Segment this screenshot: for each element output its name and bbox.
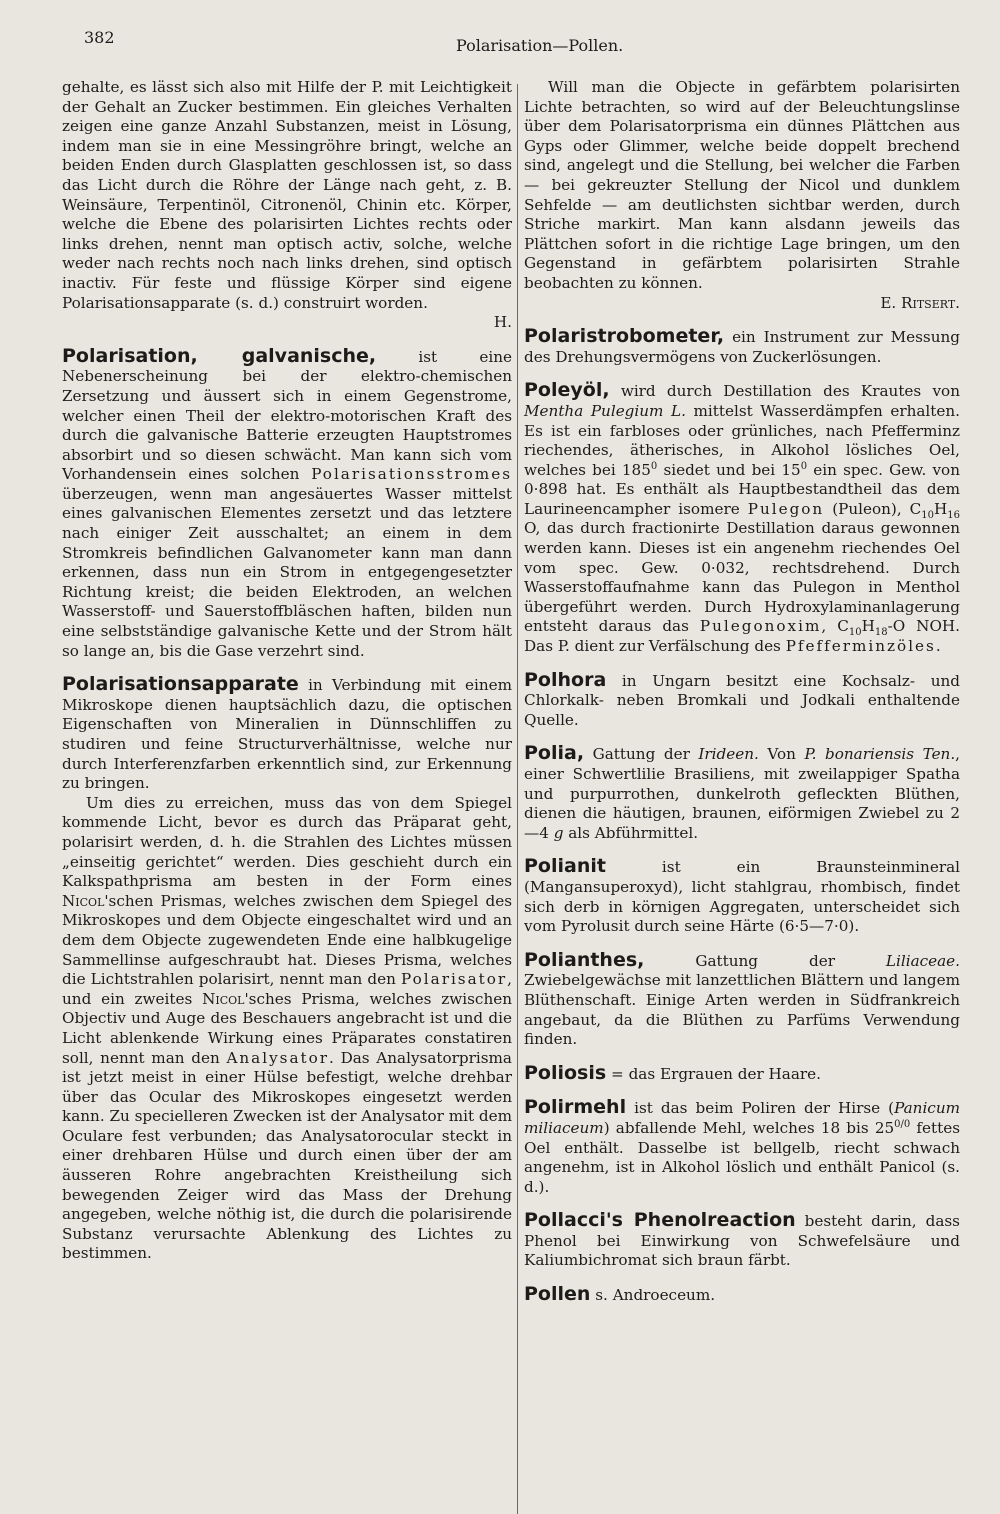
entry-text: ist eine Nebenerscheinung bei der elektro-chemischen Zersetzung und äussert sich in einem Gegenstrome, welcher einen Theil der elektro-motorischen Kraft des durch die galvanische Batterie erzeugten Hauptstromes absorbirt und so diesen schwächt. Man kann sich vom Vorhandensein eines solchen [62, 347, 512, 484]
entry-text: als Abführmittel. [563, 823, 699, 842]
entry-text: , und ein zweites [62, 970, 512, 1008]
right-column [524, 78, 960, 1306]
entry-polianthes [524, 948, 960, 1050]
entry-polia [524, 744, 960, 843]
formula-h: H [934, 499, 948, 518]
entry-headword: Polarisationsapparate [62, 673, 299, 696]
entry-headword: Polirmehl [524, 1096, 627, 1119]
entry-text: Zwiebelgewächse mit lanzettlichen Blättern und langem Blüthenschaft. Einige Arten werden in Südfrankreich angebaut, da die Blüthen zu Parfüms Verwendung finden. [524, 971, 960, 1049]
name-smallcaps: Nicol [62, 891, 105, 910]
entry-headword: Polia, [524, 742, 585, 765]
subscript: 16 [947, 509, 960, 521]
entry-headword: Poleyöl, [524, 379, 610, 402]
emphasis-text: Pulegon [747, 499, 825, 518]
page-header [84, 28, 934, 58]
entry-text: überzeugen, wenn man angesäuertes Wasser mittelst eines galvanischen Elementes zersetzt und das letztere nach einiger Zeit ausschaltet; an einem in dem Stromkreis befindlichen Galvanometer kann man dann erkennen, dass nun ein Strom in entgegengesetzter Richtung kreist; die beiden Elektroden, an welchen Wasserstoff- und Sauerstoffbläschen haften, bilden nun eine selbstständige galvanische Kette und der Strom hält so lange an, bis die Gase verzehrt sind. [62, 484, 512, 660]
italic-text: Irideen. [698, 745, 759, 764]
subscript: 10 [848, 627, 862, 639]
entry-polaristrobometer [524, 327, 960, 367]
entry-text: O, das durch fractionirte Destillation daraus gewonnen werden kann. Dieses ist ein angenehm riechendes Oel vom spec. Gew. 0·032, rechtsdrehend. Durch Wasserstoffaufnahme kann das Pulegon in Menthol übergeführt werden. Durch Hydroxylaminanlagerung entsteht daraus das [524, 519, 960, 636]
entry-text: ist ein Braunsteinmineral (Mangansuperoxyd), licht stahlgrau, rhombisch, findet sich derb in körnigen Aggregaten, unterscheidet sich vom Pyrolusit durch seine Härte (6·5—7·0). [524, 858, 960, 936]
paragraph: Will man die Objecte in gefärbtem polarisirten Lichte betrachten, so wird auf der Beleuchtungslinse über dem Polarisatorprisma ein dünnes Plättchen aus Gyps oder Glimmer, welche beide doppelt brechend sind, angelegt und die Stellung, bei welcher die Farben — bei gekreuzter Stellung der Nicol und dunklem Sehfelde — am deutlichsten sichtbar werden, durch Striche markirt. Man kann alsdann jeweils das Plättchen sofort in die richtige Lage bringen, um den Gegenstand in gefärbtem polarisirten Strahle beobachten zu können. [524, 78, 960, 292]
entry-polarisationsapparate [62, 675, 512, 794]
entry-pollen [524, 1285, 960, 1306]
italic-text: g [553, 823, 564, 842]
entry-text: in Ungarn besitzt eine Kochsalz- und Chlorkalk- neben Bromkali und Jodkali enthaltende Quelle. [524, 671, 960, 729]
entry-poleyoel [524, 381, 960, 656]
entry-text: in Verbindung mit einem Mikroskope dienen hauptsächlich dazu, die optischen Eigenschaften von Mineralien in Dünnschliffen zu studiren und feine Structurverhältnisse, welche nur durch Interferenzfarben erkenntlich sind, zur Erkennung zu bringen. [62, 676, 512, 793]
entry-text: , C [821, 617, 849, 636]
entry-text: Gattung der [584, 745, 699, 764]
author-signature: H. [493, 313, 512, 332]
entry-text: . Das Analysatorprisma ist jetzt meist in einer Hülse befestigt, welche drehbar über das Ocular des Mikroskopes eingesetzt werden kann. Zu specielleren Zwecken ist der Analysator mit dem Oculare fest verbunden; das Analysatorocular steckt in einer drehbaren Hülse und durch einen über der am äusseren Rohre angebrachten Kreistheilung sich bewegenden Zeiger wird das Mass der Drehung angegeben, welche nöthig ist, die durch die polarisirende Substanz verursachte Ablenkung des Lichtes zu bestimmen. [62, 1048, 513, 1263]
entry-text: . [935, 637, 941, 656]
emphasis-text: Analysator [226, 1048, 330, 1067]
entry-text: ist das beim Poliren der Hirse ( [626, 1099, 895, 1118]
paragraph-continuation: gehalte, es lässt sich also mit Hilfe der P. mit Leichtigkeit der Gehalt an Zucker bestimmen. Ein gleiches Verhalten zeigen eine ganze Anzahl Substanzen, meist in Lösung, indem man sie in eine Messingröhre bringt, welche an beiden Enden durch Glasplatten geschlossen ist, so dass das Licht durch die Röhre der Länge nach geht, z. B. Weinsäure, Terpentinöl, Citronenöl, Chinin etc. Körper, welche die Ebene des polarisirten Lichtes rechts oder links drehen, nennt man optisch activ, solche, welche weder nach rechts noch nach links drehen, sind optisch inactiv. Für feste und flüssige Körper sind eigene Polarisationsapparate (s. d.) construirt worden. [62, 78, 512, 312]
entry-text: ein spec. Gew. von 0·898 hat. Es enthält als Hauptbestandtheil das dem Laurineencampher isomere [524, 460, 960, 518]
entry-text: mittelst Wasserdämpfen erhalten. Es ist ein farbloses oder grünliches, nach Pfefferminz riechendes, ätherisches, in Alkohol lösliches Oel, welches bei 185 [524, 401, 960, 479]
entry-polianit [524, 857, 960, 936]
entry-polarisation-galvanische [62, 344, 512, 662]
author-signature [524, 294, 960, 314]
italic-text: Liliaceae. [885, 951, 960, 970]
entry-text: 'sches Prisma, welches zwischen Objectiv und Auge des Beschauers angebracht ist und die Licht ablenkende Wirkung eines Präparates constatiren soll, nennt man den [62, 989, 512, 1067]
emphasis-text: Pfefferminzöles [785, 637, 936, 656]
entry-headword: Polaristrobometer, [524, 325, 725, 348]
emphasis-text: Polarisator [401, 970, 508, 989]
degree-mark: 0 [650, 460, 658, 472]
entry-text: besteht darin, dass Phenol bei Einwirkung von Schwefelsäure und Kaliumbichromat sich braun färbt. [524, 1212, 960, 1270]
percent-mark: 0/0 [894, 1118, 911, 1130]
entry-headword: Polarisation, galvanische, [62, 344, 377, 367]
entry-text: = das Ergrauen der Haare. [606, 1064, 821, 1083]
entry-text: fettes Oel enthält. Dasselbe ist bellgelb, riecht schwach angenehm, ist in Alkohol löslich und enthält Panicol (s. d.). [524, 1118, 960, 1196]
entry-poliosis [524, 1061, 960, 1085]
author-name: E. Ritsert. [880, 293, 960, 312]
entry-polirmehl [524, 1098, 960, 1197]
subscript: 18 [874, 627, 888, 639]
entry-headword: Pollen [524, 1283, 591, 1306]
entry-headword: Polhora [524, 668, 607, 691]
emphasis-text: Polarisationsstromes [311, 465, 512, 484]
entry-text: 'schen Prismas, welches zwischen dem Spiegel des Mikroskopes und dem Objecte eingeschaltet wird und an dem dem Objecte zugewendeten Ende eine halbkugelige Sammellinse aufgeschraubt hat. Dieses Prisma, welches die Lichtstrahlen polarisirt, nennt man den [62, 891, 512, 989]
entry-text: , einer Schwertlilie Brasiliens, mit zweilappiger Spatha und purpurrothen, dunkelroth gefleckten Blüthen, dienen die häutigen, braunen, eiförmigen Zwiebel zu 2—4 [524, 745, 960, 842]
subscript: 10 [921, 509, 935, 521]
entry-polhora [524, 668, 960, 731]
left-column [62, 78, 512, 1264]
entry-text: (Puleon), C [824, 499, 922, 518]
degree-mark: 0 [800, 460, 808, 472]
italic-text: Panicum miliaceum [524, 1099, 960, 1137]
formula-h: H [861, 617, 875, 636]
entry-text: s. Androeceum. [590, 1286, 716, 1305]
entry-text: ein Instrument zur Messung des Drehungsvermögens von Zuckerlösungen. [524, 328, 960, 366]
entry-headword: Pollacci's Phenolreaction [524, 1209, 796, 1232]
italic-text: Mentha Pulegium L. [524, 401, 686, 420]
entry-text: siedet und bei 15 [657, 460, 801, 479]
emphasis-text: Pulegonoxim [699, 617, 822, 636]
entry-text: wird durch Destillation des Krautes von [609, 382, 960, 401]
entry-pollacci-phenolreaction [524, 1211, 960, 1271]
entry-text: Gattung der [644, 951, 886, 970]
entry-text: -O NOH. Das P. dient zur Verfälschung des [524, 617, 960, 656]
entry-headword: Polianthes, [524, 948, 645, 971]
entry-headword: Poliosis [524, 1061, 607, 1084]
column-divider [517, 84, 518, 1514]
italic-text: P. bonariensis Ten. [804, 745, 956, 764]
name-smallcaps: Nicol [202, 989, 245, 1008]
entry-text: Um dies zu erreichen, muss das von dem Spiegel kommende Licht, bevor es durch das Präparat geht, polarisirt werden, d. h. die Strahlen des Lichtes müssen „einseitig gerichtet“ werden. Dies geschieht durch ein Kalkspathprisma am besten in der Form eines [62, 793, 512, 891]
entry-text: Von [758, 745, 805, 764]
entry-headword: Polianit [524, 855, 606, 878]
paragraph [62, 794, 512, 1264]
page-number: 382 [84, 28, 115, 47]
entry-text: ) abfallende Mehl, welches 18 bis 25 [603, 1118, 895, 1137]
running-title: Polarisation—Pollen. [456, 36, 624, 55]
